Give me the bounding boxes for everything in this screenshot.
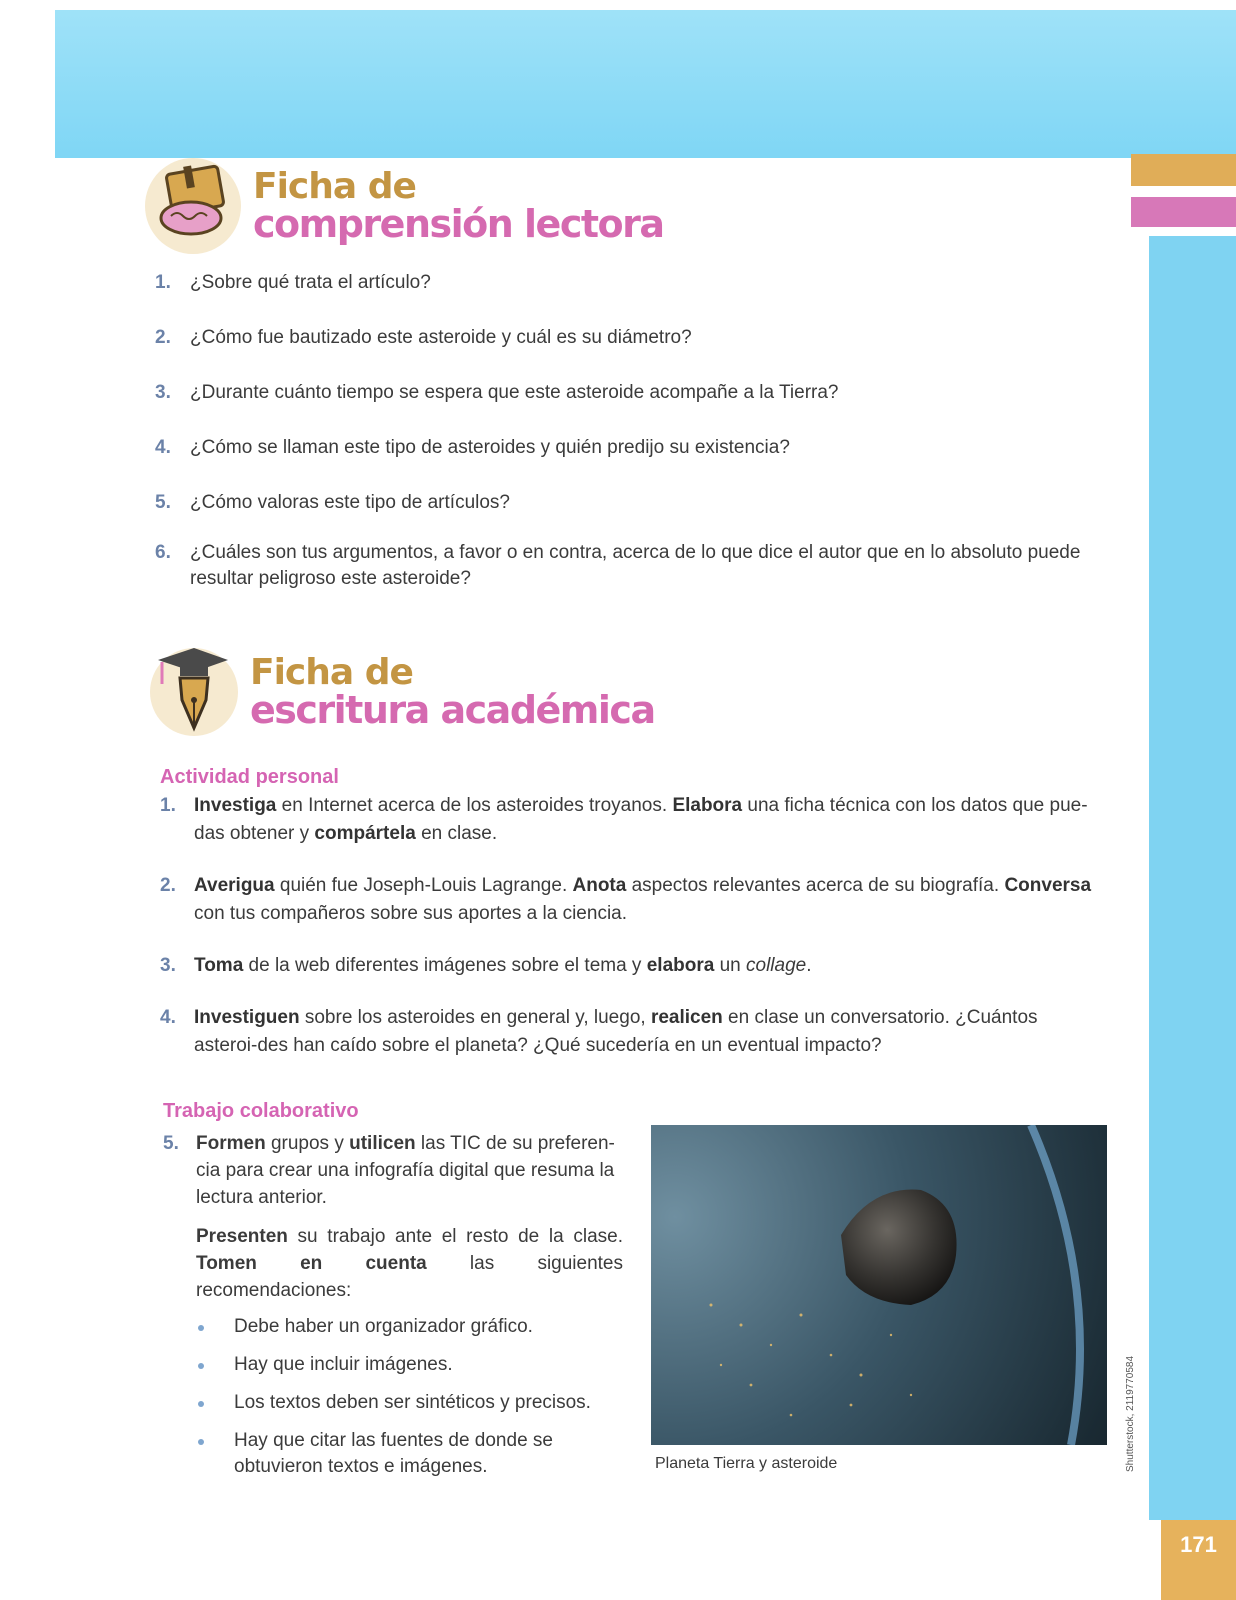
instructions-paragraph	[196, 1223, 623, 1304]
item-number: 2.	[160, 875, 176, 896]
section-reading-header	[145, 158, 664, 254]
collaborative-activity	[163, 1130, 623, 1492]
title-line1: Ficha de	[253, 166, 416, 207]
item-text: ¿Cuáles son tus argumentos, a favor o en contra, acerca de lo que dice el autor que en lo absoluto puede resultar peligroso este asteroide?	[190, 542, 1081, 589]
item-text: Hay que citar las fuentes de donde se obtuvieron textos e imágenes.	[234, 1430, 553, 1477]
book-brain-icon	[145, 158, 241, 254]
side-band	[1149, 236, 1236, 1520]
list-item	[155, 540, 1115, 592]
item-text: Los textos deben ser sintéticos y precisos.	[234, 1392, 591, 1413]
item-text: un	[714, 955, 747, 976]
subheading-collaborative: Trabajo colaborativo	[163, 1100, 359, 1122]
list-item	[196, 1352, 623, 1378]
list-item	[155, 325, 1115, 351]
title-line1: Ficha de	[250, 652, 413, 693]
bold-verb: Presenten	[196, 1226, 288, 1247]
item-text: aspectos relevantes acerca de su biografía.	[626, 875, 1005, 896]
list-item	[155, 380, 1115, 406]
item-text: grupos y	[265, 1133, 350, 1154]
bold-verb: Toma	[194, 955, 244, 976]
item-text: en clase.	[415, 823, 498, 844]
list-item	[160, 872, 1105, 928]
bullet-icon	[198, 1401, 204, 1407]
item-text: de la web diferentes imágenes sobre el tema y	[243, 955, 647, 976]
item-text: ¿Cómo fue bautizado este asteroide y cuál es su diámetro?	[190, 327, 692, 348]
page-number: 171	[1161, 1520, 1236, 1600]
bullet-icon	[198, 1439, 204, 1445]
bold-verb: Elabora	[672, 795, 743, 816]
side-tab-pink	[1131, 197, 1236, 227]
item-number: 4.	[155, 437, 171, 458]
item-text: las siguientes recomendaciones:	[196, 1253, 623, 1301]
list-item	[155, 435, 1115, 461]
item-text: sobre los asteroides en general y, luego,	[299, 1007, 651, 1028]
section-title	[253, 166, 664, 246]
title-line2: comprensión lectora	[253, 202, 664, 246]
bold-verb: Formen	[196, 1133, 266, 1154]
item-text: .	[806, 955, 812, 976]
item-text: ¿Cómo valoras este tipo de artículos?	[190, 492, 510, 513]
bold-verb: Anota	[572, 875, 627, 896]
bold-verb: Conversa	[1004, 875, 1092, 896]
bold-verb: realicen	[650, 1007, 723, 1028]
item-number: 3.	[160, 955, 176, 976]
section-writing-header	[150, 648, 655, 736]
list-item	[160, 1004, 1105, 1060]
recommendations-list	[196, 1314, 623, 1480]
bold-verb: Averigua	[194, 875, 275, 896]
bold-verb: compártela	[314, 823, 416, 844]
item-number: 3.	[155, 382, 171, 403]
subheading-personal: Actividad personal	[160, 766, 339, 788]
bold-verb: Investiguen	[194, 1007, 300, 1028]
list-item	[155, 270, 1115, 296]
item-text: Debe haber un organizador gráfico.	[234, 1316, 533, 1337]
list-item	[160, 792, 1105, 848]
item-number: 5.	[155, 492, 171, 513]
bold-verb: utilicen	[349, 1133, 416, 1154]
item-text: su trabajo ante el resto de la clase.	[287, 1226, 623, 1247]
item-text: ¿Cómo se llaman este tipo de asteroides y quién predijo su existencia?	[190, 437, 790, 458]
header-band	[55, 10, 1236, 158]
title-line2: escritura académica	[250, 688, 655, 732]
personal-activities	[160, 792, 1105, 1060]
image-credit: Shutterstock, 2119770584	[1125, 1355, 1136, 1472]
item-number: 1.	[160, 795, 176, 816]
item-text: las TIC de su preferen-cia para crear una infografía digital que resuma la lectura anterior.	[196, 1133, 615, 1208]
item-number: 1.	[155, 272, 171, 293]
list-item	[196, 1428, 623, 1480]
earth-asteroid-image	[651, 1125, 1107, 1445]
bullet-icon	[198, 1325, 204, 1331]
bold-verb: elabora	[646, 955, 715, 976]
item-text: ¿Durante cuánto tiempo se espera que este asteroide acompañe a la Tierra?	[190, 382, 839, 403]
item-text: en clase un conversatorio. ¿Cuántos asteroi-des han caído sobre el planeta? ¿Qué sucedería en un eventual impacto?	[194, 1007, 1038, 1056]
bold-verb: Investiga	[194, 795, 277, 816]
section-title	[250, 652, 655, 732]
side-tab-orange	[1131, 154, 1236, 186]
item-text: Hay que incluir imágenes.	[234, 1354, 453, 1375]
list-item	[196, 1314, 623, 1340]
item-text: ¿Sobre qué trata el artículo?	[190, 272, 431, 293]
item-number: 4.	[160, 1007, 176, 1028]
list-item	[196, 1390, 623, 1416]
graduation-pen-icon	[150, 648, 238, 736]
italic-word: collage	[746, 955, 807, 976]
item-text: con tus compañeros sobre sus aportes a la ciencia.	[194, 903, 628, 924]
item-text: en Internet acerca de los asteroides troyanos.	[276, 795, 673, 816]
bullet-icon	[198, 1363, 204, 1369]
list-item	[163, 1130, 623, 1211]
bold-verb: Tomen en cuenta	[196, 1253, 427, 1274]
item-text: quién fue Joseph-Louis Lagrange.	[274, 875, 573, 896]
list-item	[155, 490, 1115, 516]
item-number: 2.	[155, 327, 171, 348]
list-item	[160, 952, 1105, 980]
item-number: 6.	[155, 542, 171, 563]
item-text: una ficha técnica con los datos que pue-das obtener y	[194, 795, 1088, 844]
image-caption: Planeta Tierra y asteroide	[655, 1455, 838, 1472]
comprehension-questions	[155, 270, 1115, 592]
item-number: 5.	[163, 1133, 179, 1154]
